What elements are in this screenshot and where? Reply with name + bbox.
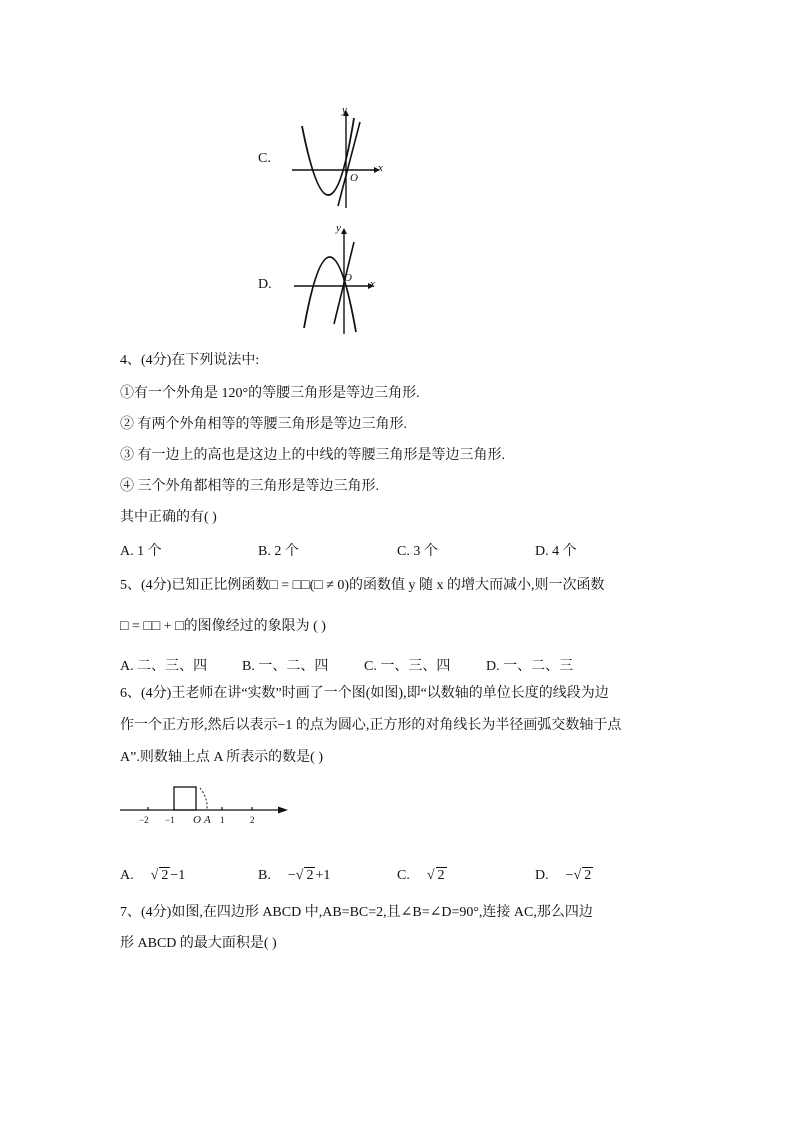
sqrt-symbol: √ 2 — [150, 868, 169, 883]
q4-item-4: ④ 三个外角都相等的三角形是等边三角形. — [120, 479, 379, 494]
q5-option-c: C. 一、三、四 — [364, 659, 451, 674]
q6-option-b-letter: B. — [258, 868, 271, 883]
q4-item-1: ①有一个外角是 120°的等腰三角形是等边三角形. — [120, 386, 420, 401]
q6-tick-a: A — [204, 814, 211, 826]
q6-option-c-letter: C. — [397, 868, 410, 883]
q3-option-c-label: C. — [258, 151, 271, 166]
q3-option-c-graph — [288, 108, 388, 210]
q3-d-y-label: y — [336, 222, 341, 234]
q5-option-d: D. 一、二、三 — [486, 659, 574, 674]
q6-option-a — [120, 868, 185, 884]
sqrt-symbol: √ 2 — [426, 868, 445, 883]
q6-tick-origin: O — [193, 814, 201, 826]
q5-option-b: B. 一、二、四 — [242, 659, 329, 674]
q4-option-d: D. 4 个 — [535, 544, 577, 559]
q3-option-d-label: D. — [258, 277, 272, 292]
q3-d-origin-label: O — [344, 272, 352, 284]
q6-option-b-radicand: 2 — [306, 868, 314, 883]
q6-option-a-radicand: 2 — [161, 868, 169, 883]
q6-tick-2: 2 — [250, 815, 255, 825]
q6-option-d-radicand: 2 — [584, 868, 592, 883]
q6-tick-1: 1 — [220, 815, 225, 825]
q5-line-2: □ = □□ + □的图像经过的象限为 ( ) — [120, 619, 326, 634]
q3-c-x-label: x — [378, 162, 383, 174]
q6-option-b-suffix: +1 — [315, 868, 331, 883]
q4-item-2: ② 有两个外角相等的等腰三角形是等边三角形. — [120, 417, 407, 432]
q6-option-c — [397, 868, 447, 884]
q6-option-d-prefix: − — [565, 868, 574, 883]
q5-line-1: 5、(4分)已知正比例函数□ = □□(□ ≠ 0)的函数值 y 随 x 的增大而减小,则一次函数 — [120, 578, 605, 593]
q4-item-3: ③ 有一边上的高也是这边上的中线的等腰三角形是等边三角形. — [120, 448, 505, 463]
q7-line-2: 形 ABCD 的最大面积是( ) — [120, 936, 277, 951]
q4-option-b: B. 2 个 — [258, 544, 299, 559]
q3-option-d-graph — [292, 224, 382, 336]
q3-c-origin-label: O — [350, 172, 358, 184]
q4-stem: 4、(4分)在下列说法中: — [120, 353, 260, 368]
q6-line-1: 6、(4分)王老师在讲“实数”时画了一个图(如图),即“以数轴的单位长度的线段为边 — [120, 686, 609, 701]
q4-question: 其中正确的有( ) — [120, 510, 217, 525]
q7-line-1: 7、(4分)如图,在四边形 ABCD 中,AB=BC=2,且∠B=∠D=90°,连接 AC,那么四边 — [120, 905, 593, 920]
sqrt-symbol: √ 2 — [573, 868, 592, 883]
q6-line-3: A”.则数轴上点 A 所表示的数是( ) — [120, 750, 323, 765]
q6-tick-neg1: −1 — [165, 815, 175, 825]
q3-d-x-label: x — [370, 278, 375, 290]
q6-option-b-prefix: − — [287, 868, 296, 883]
q6-option-c-radicand: 2 — [437, 868, 445, 883]
q4-option-c: C. 3 个 — [397, 544, 438, 559]
q6-line-2: 作一个正方形,然后以表示−1 的点为圆心,正方形的对角线长为半径画弧交数轴于点 — [120, 718, 622, 733]
q6-option-d — [535, 868, 593, 884]
q6-option-a-letter: A. — [120, 868, 134, 883]
q6-tick-neg2: −2 — [139, 815, 149, 825]
q4-option-a: A. 1 个 — [120, 544, 162, 559]
q3-c-y-label: y — [342, 104, 347, 116]
sqrt-symbol: √ 2 — [295, 868, 314, 883]
q6-option-a-suffix: −1 — [170, 868, 186, 883]
q6-option-b — [258, 868, 330, 884]
q5-option-a: A. 二、三、四 — [120, 659, 208, 674]
q6-option-d-letter: D. — [535, 868, 549, 883]
